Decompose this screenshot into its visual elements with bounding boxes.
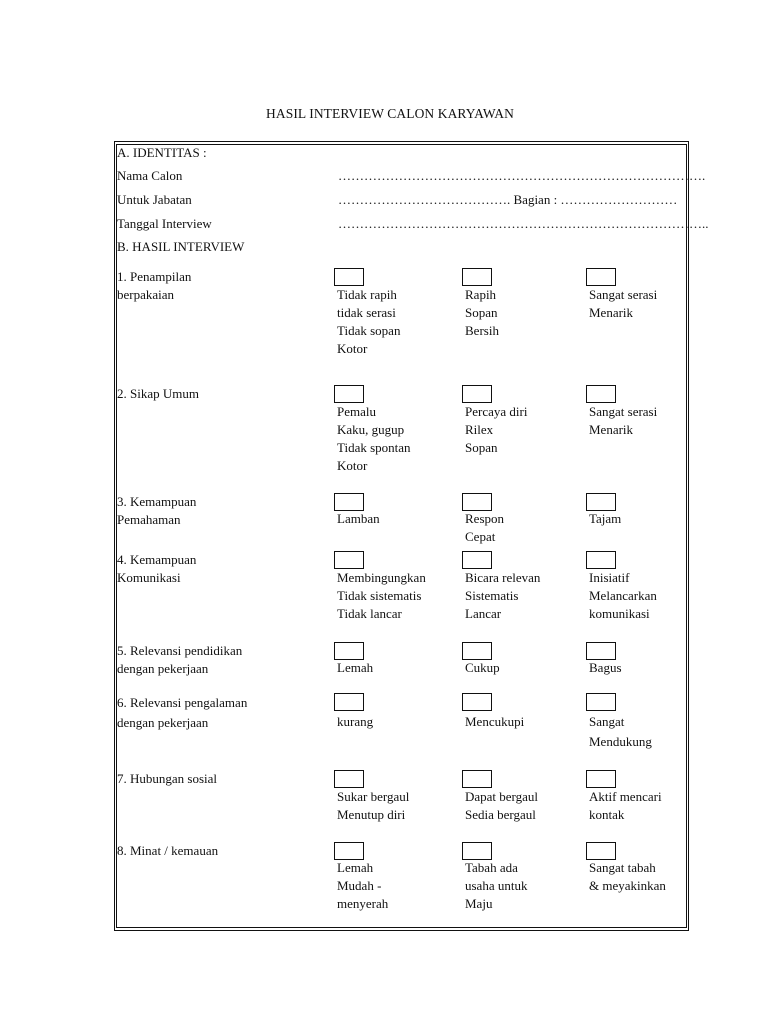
- option-1-text: Lamban: [337, 511, 380, 526]
- checkbox-option-1[interactable]: [334, 770, 364, 788]
- checkbox-option-3[interactable]: [586, 770, 616, 788]
- name-label: Nama Calon: [117, 168, 183, 183]
- checkbox-option-2[interactable]: [462, 493, 492, 511]
- identity-heading: A. IDENTITAS :: [117, 145, 207, 160]
- option-1-text: Membingungkan Tidak sistematis Tidak lancar: [337, 570, 426, 621]
- option-2-text: Respon Cepat: [465, 511, 504, 544]
- option-1-text: Sukar bergaul Menutup diri: [337, 789, 410, 822]
- option-1-text: Pemalu Kaku, gugup Tidak spontan Kotor: [337, 404, 411, 473]
- date-label: Tanggal Interview: [117, 216, 212, 231]
- document-title: HASIL INTERVIEW CALON KARYAWAN: [266, 106, 514, 121]
- checkbox-option-2[interactable]: [462, 268, 492, 286]
- checkbox-option-1[interactable]: [334, 842, 364, 860]
- option-2-text: Tabah ada usaha untuk Maju: [465, 860, 528, 911]
- checkbox-option-2[interactable]: [462, 842, 492, 860]
- checkbox-option-1[interactable]: [334, 385, 364, 403]
- checkbox-option-2[interactable]: [462, 551, 492, 569]
- interview-heading: B. HASIL INTERVIEW: [117, 239, 245, 254]
- checkbox-option-3[interactable]: [586, 385, 616, 403]
- checkbox-option-1[interactable]: [334, 642, 364, 660]
- question-label: 3. Kemampuan Pemahaman: [117, 494, 197, 527]
- checkbox-option-2[interactable]: [462, 642, 492, 660]
- option-3-text: Sangat Mendukung: [589, 714, 652, 749]
- question-label: 6. Relevansi pengalaman dengan pekerjaan: [117, 695, 248, 730]
- question-label: 2. Sikap Umum: [117, 386, 199, 401]
- option-3-text: Aktif mencari kontak: [589, 789, 662, 822]
- option-3-text: Inisiatif Melancarkan komunikasi: [589, 570, 657, 621]
- question-label: 4. Kemampuan Komunikasi: [117, 552, 197, 585]
- checkbox-option-2[interactable]: [462, 770, 492, 788]
- question-label: 8. Minat / kemauan: [117, 843, 219, 858]
- name-field[interactable]: ………………………………………………………………………….: [338, 168, 706, 183]
- checkbox-option-1[interactable]: [334, 693, 364, 711]
- option-3-text: Bagus: [589, 660, 622, 675]
- option-3-text: Sangat serasi Menarik: [589, 404, 658, 437]
- checkbox-option-3[interactable]: [586, 693, 616, 711]
- option-3-text: Sangat tabah & meyakinkan: [589, 860, 666, 893]
- checkbox-option-3[interactable]: [586, 842, 616, 860]
- position-field[interactable]: …………………………………. Bagian : ………………………: [338, 192, 678, 207]
- checkbox-option-3[interactable]: [586, 268, 616, 286]
- checkbox-option-3[interactable]: [586, 642, 616, 660]
- option-2-text: Rapih Sopan Bersih: [465, 287, 499, 338]
- option-3-text: Tajam: [589, 511, 622, 526]
- option-3-text: Sangat serasi Menarik: [589, 287, 658, 320]
- option-1-text: Lemah Mudah - menyerah: [337, 860, 389, 911]
- option-2-text: Dapat bergaul Sedia bergaul: [465, 789, 539, 822]
- option-1-text: Tidak rapih tidak serasi Tidak sopan Kotor: [337, 287, 401, 356]
- question-label: 7. Hubungan sosial: [117, 771, 218, 786]
- question-label: 5. Relevansi pendidikan dengan pekerjaan: [117, 643, 243, 676]
- checkbox-option-3[interactable]: [586, 551, 616, 569]
- checkbox-option-3[interactable]: [586, 493, 616, 511]
- option-2-text: Cukup: [465, 660, 500, 675]
- option-1-text: Lemah: [337, 660, 374, 675]
- position-label: Untuk Jabatan: [117, 192, 192, 207]
- option-2-text: Percaya diri Rilex Sopan: [465, 404, 528, 455]
- option-2-text: Mencukupi: [465, 714, 525, 729]
- checkbox-option-1[interactable]: [334, 268, 364, 286]
- option-2-text: Bicara relevan Sistematis Lancar: [465, 570, 541, 621]
- date-field[interactable]: …………………………………………………………………………..: [338, 216, 709, 231]
- checkbox-option-2[interactable]: [462, 693, 492, 711]
- checkbox-option-1[interactable]: [334, 551, 364, 569]
- checkbox-option-2[interactable]: [462, 385, 492, 403]
- question-label: 1. Penampilan berpakaian: [117, 269, 192, 302]
- checkbox-option-1[interactable]: [334, 493, 364, 511]
- option-1-text: kurang: [337, 714, 374, 729]
